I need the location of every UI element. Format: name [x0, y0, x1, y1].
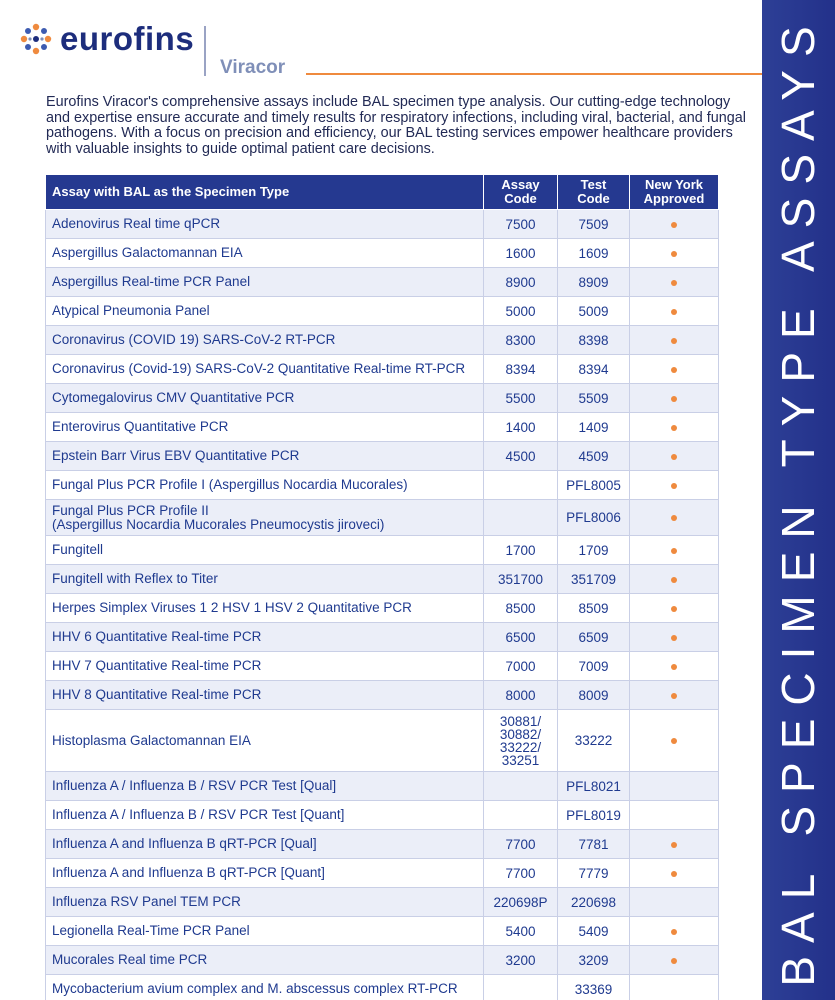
header-rule	[306, 73, 762, 75]
table-row	[46, 830, 719, 859]
ny-approved-cell	[630, 594, 719, 623]
table-row	[46, 681, 719, 710]
table-row	[46, 500, 719, 536]
ny-approved-dot-icon	[671, 738, 677, 744]
test-code-cell: 1609	[558, 239, 630, 268]
test-code-cell: 33369	[558, 975, 630, 1000]
table-row	[46, 946, 719, 975]
assay-code-cell: 3200	[484, 946, 558, 975]
assay-code-cell: 1700	[484, 536, 558, 565]
logo-divider	[204, 26, 206, 76]
ny-approved-cell	[630, 297, 719, 326]
table-row	[46, 623, 719, 652]
table-row	[46, 710, 719, 772]
assay-name-cell: Coronavirus (Covid-19) SARS-CoV-2 Quantitative Real-time RT-PCR	[46, 355, 484, 384]
assay-name-cell: Cytomegalovirus CMV Quantitative PCR	[46, 384, 484, 413]
ny-approved-dot-icon	[671, 842, 677, 848]
ny-approved-cell	[630, 565, 719, 594]
assay-code-cell	[484, 500, 558, 536]
assay-name-cell: Coronavirus (COVID 19) SARS-CoV-2 RT-PCR	[46, 326, 484, 355]
ny-approved-dot-icon	[671, 222, 677, 228]
assay-code-cell: 1400	[484, 413, 558, 442]
assay-name-cell: Fungal Plus PCR Profile II (Aspergillus Nocardia Mucorales Pneumocystis jiroveci)	[46, 500, 484, 536]
assay-code-cell: 8500	[484, 594, 558, 623]
assay-code-cell: 5500	[484, 384, 558, 413]
ny-approved-dot-icon	[671, 280, 677, 286]
ny-approved-cell	[630, 413, 719, 442]
assay-name-cell: HHV 6 Quantitative Real-time PCR	[46, 623, 484, 652]
test-code-cell: PFL8006	[558, 500, 630, 536]
assay-code-cell	[484, 772, 558, 801]
table-row	[46, 975, 719, 1000]
table-row	[46, 355, 719, 384]
ny-approved-cell	[630, 268, 719, 297]
assay-name-cell: Influenza RSV Panel TEM PCR	[46, 888, 484, 917]
table-row	[46, 859, 719, 888]
ny-approved-cell	[630, 946, 719, 975]
assay-name-cell: Enterovirus Quantitative PCR	[46, 413, 484, 442]
ny-approved-dot-icon	[671, 635, 677, 641]
table-row	[46, 413, 719, 442]
table-row	[46, 471, 719, 500]
table-row	[46, 594, 719, 623]
test-code-cell: 8394	[558, 355, 630, 384]
test-code-cell: 5409	[558, 917, 630, 946]
ny-approved-cell	[630, 710, 719, 772]
test-code-cell: 7509	[558, 210, 630, 239]
ny-approved-dot-icon	[671, 309, 677, 315]
assay-code-cell: 5000	[484, 297, 558, 326]
test-code-cell: 7009	[558, 652, 630, 681]
ny-approved-cell	[630, 210, 719, 239]
test-code-cell: 8509	[558, 594, 630, 623]
ny-approved-dot-icon	[671, 338, 677, 344]
assay-name-cell: Fungitell	[46, 536, 484, 565]
ny-approved-cell	[630, 652, 719, 681]
assay-name-cell: HHV 7 Quantitative Real-time PCR	[46, 652, 484, 681]
ny-approved-cell	[630, 239, 719, 268]
assay-name-cell: Mycobacterium avium complex and M. abscessus complex RT-PCR	[46, 975, 484, 1000]
ny-approved-cell	[630, 917, 719, 946]
ny-approved-dot-icon	[671, 871, 677, 877]
table-row	[46, 565, 719, 594]
assay-code-cell	[484, 801, 558, 830]
test-code-cell: 6509	[558, 623, 630, 652]
table-row	[46, 239, 719, 268]
assay-code-cell: 8000	[484, 681, 558, 710]
table-row	[46, 536, 719, 565]
test-code-cell: PFL8005	[558, 471, 630, 500]
test-code-cell: 7781	[558, 830, 630, 859]
assay-name-cell: Influenza A and Influenza B qRT-PCR [Qual]	[46, 830, 484, 859]
assay-code-cell: 7700	[484, 859, 558, 888]
ny-approved-dot-icon	[671, 483, 677, 489]
assay-name-cell: Influenza A / Influenza B / RSV PCR Test [Quant]	[46, 801, 484, 830]
ny-approved-cell	[630, 975, 719, 1000]
assay-name-cell: Histoplasma Galactomannan EIA	[46, 710, 484, 772]
test-code-cell: 8398	[558, 326, 630, 355]
test-code-cell: 1409	[558, 413, 630, 442]
test-code-cell: 5509	[558, 384, 630, 413]
test-code-cell: 1709	[558, 536, 630, 565]
ny-approved-cell	[630, 326, 719, 355]
assay-code-cell: 7000	[484, 652, 558, 681]
assay-code-cell: 7500	[484, 210, 558, 239]
ny-approved-dot-icon	[671, 929, 677, 935]
assay-name-cell: Adenovirus Real time qPCR	[46, 210, 484, 239]
table-body	[46, 210, 719, 1000]
table-row	[46, 888, 719, 917]
ny-approved-cell	[630, 623, 719, 652]
assay-name-cell: Fungal Plus PCR Profile I (Aspergillus Nocardia Mucorales)	[46, 471, 484, 500]
table-row	[46, 384, 719, 413]
ny-approved-cell	[630, 830, 719, 859]
test-code-cell: 3209	[558, 946, 630, 975]
header-assay-code: Assay Code	[484, 175, 558, 210]
assay-code-cell: 1600	[484, 239, 558, 268]
assay-name-cell: Influenza A and Influenza B qRT-PCR [Quant]	[46, 859, 484, 888]
assay-code-cell: 7700	[484, 830, 558, 859]
table-row	[46, 326, 719, 355]
assay-code-cell: 8300	[484, 326, 558, 355]
test-code-cell: 33222	[558, 710, 630, 772]
assay-code-cell: 6500	[484, 623, 558, 652]
ny-approved-cell	[630, 471, 719, 500]
table-row	[46, 297, 719, 326]
table-row	[46, 917, 719, 946]
table-row	[46, 442, 719, 471]
ny-approved-dot-icon	[671, 454, 677, 460]
eurofins-dots-icon	[18, 21, 54, 57]
ny-approved-dot-icon	[671, 577, 677, 583]
ny-approved-dot-icon	[671, 606, 677, 612]
ny-approved-dot-icon	[671, 367, 677, 373]
table-row	[46, 652, 719, 681]
ny-approved-dot-icon	[671, 664, 677, 670]
ny-approved-dot-icon	[671, 251, 677, 257]
table-header-row	[46, 175, 719, 210]
test-code-cell: 7779	[558, 859, 630, 888]
assay-code-cell: 30881/ 30882/ 33222/ 33251	[484, 710, 558, 772]
assay-name-cell: Atypical Pneumonia Panel	[46, 297, 484, 326]
header-ny-approved: New York Approved	[630, 175, 719, 210]
header-assay-name: Assay with BAL as the Specimen Type	[46, 175, 484, 210]
assay-name-cell: Legionella Real-Time PCR Panel	[46, 917, 484, 946]
test-code-cell: 351709	[558, 565, 630, 594]
ny-approved-cell	[630, 888, 719, 917]
ny-approved-cell	[630, 859, 719, 888]
ny-approved-cell	[630, 384, 719, 413]
table-row	[46, 772, 719, 801]
assay-code-cell: 5400	[484, 917, 558, 946]
assay-name-cell: Mucorales Real time PCR	[46, 946, 484, 975]
assay-code-cell: 4500	[484, 442, 558, 471]
ny-approved-cell	[630, 681, 719, 710]
ny-approved-dot-icon	[671, 958, 677, 964]
ny-approved-cell	[630, 536, 719, 565]
eurofins-logo	[18, 17, 194, 61]
test-code-cell: 5009	[558, 297, 630, 326]
test-code-cell: PFL8021	[558, 772, 630, 801]
ny-approved-cell	[630, 442, 719, 471]
test-code-cell: 4509	[558, 442, 630, 471]
ny-approved-dot-icon	[671, 548, 677, 554]
test-code-cell: PFL8019	[558, 801, 630, 830]
table-row	[46, 801, 719, 830]
ny-approved-dot-icon	[671, 693, 677, 699]
header-test-code: Test Code	[558, 175, 630, 210]
assay-name-cell: Herpes Simplex Viruses 1 2 HSV 1 HSV 2 Quantitative PCR	[46, 594, 484, 623]
ny-approved-cell	[630, 355, 719, 384]
brand-sub: Viracor	[220, 57, 286, 78]
test-code-cell: 8909	[558, 268, 630, 297]
ny-approved-dot-icon	[671, 425, 677, 431]
test-code-cell: 8009	[558, 681, 630, 710]
assay-name-cell: Influenza A / Influenza B / RSV PCR Test [Qual]	[46, 772, 484, 801]
assay-table	[45, 174, 719, 1000]
test-code-cell: 220698	[558, 888, 630, 917]
assay-name-cell: Epstein Barr Virus EBV Quantitative PCR	[46, 442, 484, 471]
ny-approved-dot-icon	[671, 396, 677, 402]
table-row	[46, 268, 719, 297]
ny-approved-cell	[630, 500, 719, 536]
ny-approved-dot-icon	[671, 515, 677, 521]
assay-name-cell: HHV 8 Quantitative Real-time PCR	[46, 681, 484, 710]
assay-code-cell: 351700	[484, 565, 558, 594]
assay-code-cell	[484, 471, 558, 500]
assay-code-cell: 220698P	[484, 888, 558, 917]
table-row	[46, 210, 719, 239]
ny-approved-cell	[630, 801, 719, 830]
assay-code-cell: 8900	[484, 268, 558, 297]
assay-name-cell: Aspergillus Galactomannan EIA	[46, 239, 484, 268]
ny-approved-cell	[630, 772, 719, 801]
assay-code-cell: 8394	[484, 355, 558, 384]
assay-name-cell: Fungitell with Reflex to Titer	[46, 565, 484, 594]
assay-code-cell	[484, 975, 558, 1000]
sidebar-title: BAL SPECIMEN TYPE ASSAYS	[772, 13, 824, 987]
brand-name: eurofins	[60, 20, 195, 57]
intro-paragraph: Eurofins Viracor's comprehensive assays include BAL specimen type analysis. Our cutting-edge technology and expertise ensure accurate and timely results for respiratory infections, including viral, bacterial, and fungal pathogens. With a focus on precision and efficiency, our BAL testing services empower healthcare providers with valuable insights to guide optimal patient care decisions.	[46, 94, 746, 157]
assay-name-cell: Aspergillus Real-time PCR Panel	[46, 268, 484, 297]
